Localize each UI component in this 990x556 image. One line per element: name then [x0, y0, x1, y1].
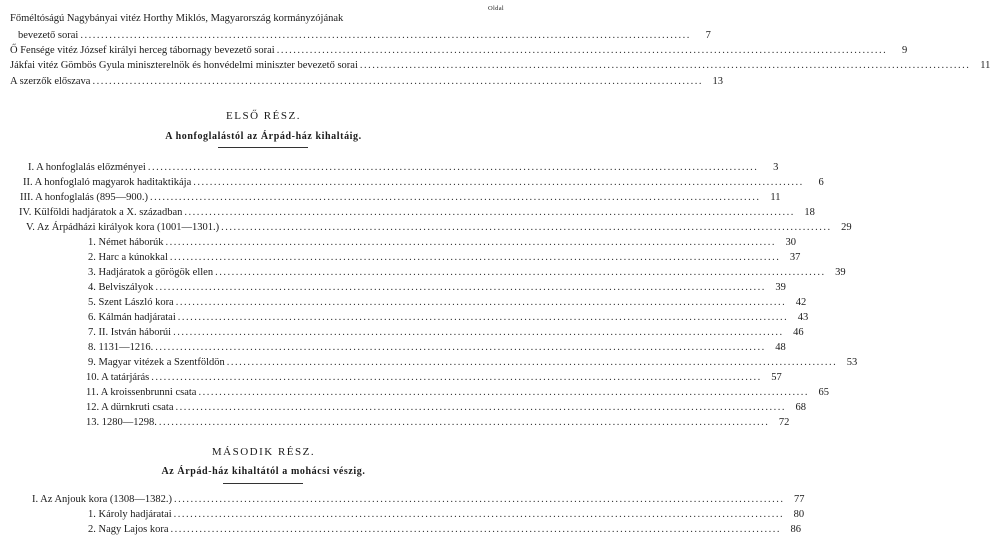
section-page: 39 [775, 282, 786, 293]
chapter-entry: V. Az Árpádházi királyok kora (1001—1301.) .................................................................................................................................................... 29 [26, 222, 852, 233]
toc-entry-page: 7 [705, 30, 711, 41]
chapter-page: 6 [818, 177, 824, 188]
chapter-entry: III. A honfoglalás (895—900.) .................................................................................................................................................... 11 [20, 192, 781, 203]
chapter-label: I. A honfoglalás előzményei [28, 162, 146, 173]
section-entry: 3. Hadjáratok a görögök ellen .................................................................................................................................................... 39 [88, 267, 846, 278]
toc-entry-page: 13 [712, 76, 723, 87]
section-label: 3. Hadjáratok a görögök ellen [88, 267, 214, 278]
toc-entry-page: 9 [901, 45, 908, 56]
chapter-page: 77 [793, 494, 805, 505]
section-page: 46 [793, 327, 804, 338]
section-entry: 9. Magyar vitézek a Szentföldön .................................................................................................................................................... 53 [88, 357, 858, 368]
chapter-entry: IV. Külföldi hadjáratok a X. században .................................................................................................................................................... 18 [19, 207, 815, 218]
section-page: 68 [795, 402, 806, 413]
section-label: 7. II. István háborúi [88, 327, 172, 338]
section-entry: 13. 1280—1298. .................................................................................................................................................... 72 [86, 417, 790, 428]
section-label: 11. A kroissenbrunni csata [86, 387, 197, 398]
section-entry: 11. A kroissenbrunni csata .................................................................................................................................................... 65 [86, 387, 829, 398]
section-entry: 5. Szent László kora .................................................................................................................................................... 42 [88, 297, 807, 308]
chapter-entry: I. Az Anjouk kora (1308—1382.) .................................................................................................................................................... 77 [32, 494, 805, 505]
section-page: 48 [775, 342, 786, 353]
chapter-label: V. Az Árpádházi királyok kora (1001—1301.) [26, 222, 220, 233]
part-one-subtitle: A honfoglalástól az Árpád-ház kihaltáig. [165, 131, 362, 142]
chapter-page: 11 [770, 192, 781, 203]
toc-entry-label: Jákfai vitéz Gömbös Gyula miniszterelnök és honvédelmi miniszter bevezető sorai [10, 60, 358, 71]
chapter-entry: II. A honfoglaló magyarok haditaktikája .................................................................................................................................................... 6 [23, 177, 824, 188]
section-label: 1. Károly hadjáratai [88, 509, 172, 520]
section-entry: 10. A tatárjárás .................................................................................................................................................... 57 [86, 372, 782, 383]
section-page: 57 [771, 372, 782, 383]
section-label: 9. Magyar vitézek a Szentföldön [88, 357, 225, 368]
chapter-page: 18 [804, 207, 815, 218]
section-label: 2. Nagy Lajos kora [88, 524, 169, 535]
section-page: 53 [846, 357, 858, 368]
section-entry: 1. Károly hadjáratai .................................................................................................................................................... 80 [88, 509, 805, 520]
part-one-divider [218, 147, 308, 148]
page-column-header: Oldal [488, 5, 504, 12]
part-two-subtitle: Az Árpád-ház kihaltától a mohácsi vészig. [161, 466, 366, 477]
toc-entry-page: 11 [980, 60, 990, 71]
toc-entry-label: Ő Fensége vitéz József királyi herceg tábornagy bevezető sorai [10, 45, 275, 56]
section-entry: 8. 1131—1216. .................................................................................................................................................... 48 [88, 342, 786, 353]
section-page: 37 [789, 252, 801, 263]
section-label: 4. Belviszályok [88, 282, 154, 293]
toc-entry-horthy-line1: Főméltóságú Nagybányai vitéz Horthy Miklós, Magyarország kormányzójának [10, 13, 344, 24]
section-page: 86 [790, 524, 801, 535]
section-label: 2. Harc a kúnokkal [88, 252, 168, 263]
chapter-page: 3 [773, 162, 779, 173]
toc-entry-jozsef: Ő Fensége vitéz József királyi herceg tábornagy bevezető sorai .................................................................................................................................................... 9 [10, 45, 908, 56]
toc-entry-gombos: Jákfai vitéz Gömbös Gyula miniszterelnök és honvédelmi miniszter bevezető sorai .................................................................................................................................................... 11 [10, 60, 990, 71]
section-page: 42 [795, 297, 807, 308]
toc-entry-label: bevezető sorai [18, 30, 79, 41]
part-one-title: ELSŐ RÉSZ. [226, 110, 301, 122]
section-entry: 7. II. István háborúi .................................................................................................................................................... 46 [88, 327, 804, 338]
part-two-title: MÁSODIK RÉSZ. [211, 446, 316, 458]
section-entry: 2. Harc a kúnokkal .................................................................................................................................................... 37 [88, 252, 801, 263]
toc-entry-label: A szerzők előszava [10, 76, 91, 87]
section-page: 72 [778, 417, 790, 428]
section-entry: 6. Kálmán hadjáratai .................................................................................................................................................... 43 [88, 312, 809, 323]
section-label: 5. Szent László kora [88, 297, 174, 308]
section-page: 43 [797, 312, 809, 323]
section-page: 30 [785, 237, 797, 248]
section-page: 80 [793, 509, 805, 520]
section-label: 13. 1280—1298. [86, 417, 157, 428]
chapter-label: I. Az Anjouk kora (1308—1382.) [32, 494, 172, 505]
toc-entry-horthy: bevezető sorai .................................................................................................................................................... 7 [18, 30, 711, 41]
chapter-label: IV. Külföldi hadjáratok a X. században [19, 207, 183, 218]
section-label: 12. A dürnkruti csata [86, 402, 174, 413]
toc-entry-preface: A szerzők előszava .................................................................................................................................................... 13 [10, 76, 723, 87]
chapter-page: 29 [841, 222, 852, 233]
section-entry: 2. Nagy Lajos kora .................................................................................................................................................... 86 [88, 524, 801, 535]
section-label: 8. 1131—1216. [88, 342, 154, 353]
section-entry: 4. Belviszályok .................................................................................................................................................... 39 [88, 282, 786, 293]
chapter-label: III. A honfoglalás (895—900.) [20, 192, 149, 203]
part-two-divider [223, 483, 303, 484]
section-label: 10. A tatárjárás [86, 372, 150, 383]
section-page: 65 [818, 387, 829, 398]
section-entry: 12. A dürnkruti csata .................................................................................................................................................... 68 [86, 402, 806, 413]
chapter-label: II. A honfoglaló magyarok haditaktikája [23, 177, 192, 188]
section-page: 39 [835, 267, 846, 278]
section-entry: 1. Német háborúk .................................................................................................................................................... 30 [88, 237, 797, 248]
section-label: 1. Német háborúk [88, 237, 164, 248]
chapter-entry: I. A honfoglalás előzményei .................................................................................................................................................... 3 [28, 162, 779, 173]
section-label: 6. Kálmán hadjáratai [88, 312, 176, 323]
